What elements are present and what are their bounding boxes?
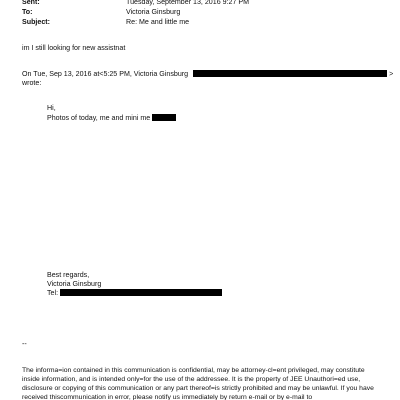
redaction-bar [193, 70, 387, 77]
signature-tel-line [47, 289, 222, 298]
subject-value: Re: Me and little me [126, 18, 190, 26]
sent-label: Sent: [22, 0, 40, 6]
redaction-bar [152, 114, 176, 121]
signature-closing: Best regards, [47, 271, 90, 279]
quote-intro: On Tue, Sep 13, 2016 at<5:25 PM, Victoria Ginsburg [22, 70, 189, 78]
quote-greeting: Hi, [47, 104, 56, 112]
sent-value: Tuesday, September 13, 2016 9:27 PM [126, 0, 250, 6]
to-label: To: [22, 8, 33, 16]
subject-row [22, 18, 382, 27]
quote-intro-end: > [389, 70, 394, 78]
quote-body-line [47, 114, 176, 123]
signature-name: Victoria Ginsburg [47, 280, 102, 288]
quote-wrote: wrote: [22, 79, 42, 87]
redaction-bar [60, 289, 222, 296]
to-value: Victoria Ginsburg [126, 8, 181, 16]
sent-row [22, 0, 382, 7]
tel-label: Tel: [47, 289, 59, 297]
quote-body: Photos of today, me and mini me [47, 114, 151, 122]
confidentiality-footer: The informa=ion contained in this communication is confidential, may be attorney-cl=ent privileged, may constitute inside information, and is intended only=for the use of the addressee. It is the property of JEE Unauthori=ed use, disclosure or copying of this communication or any part thereof=is strictly prohibited and may be unlawful. If you have received thiscommunication in error, please notify us immediately by return e-mail or by e-mail to [22, 367, 374, 400]
subject-label: Subject: [22, 18, 50, 26]
reply-text: im I still looking for new assistnat [22, 44, 126, 52]
quote-intro-line [22, 70, 393, 79]
to-row [22, 8, 382, 17]
separator: -- [22, 340, 27, 348]
